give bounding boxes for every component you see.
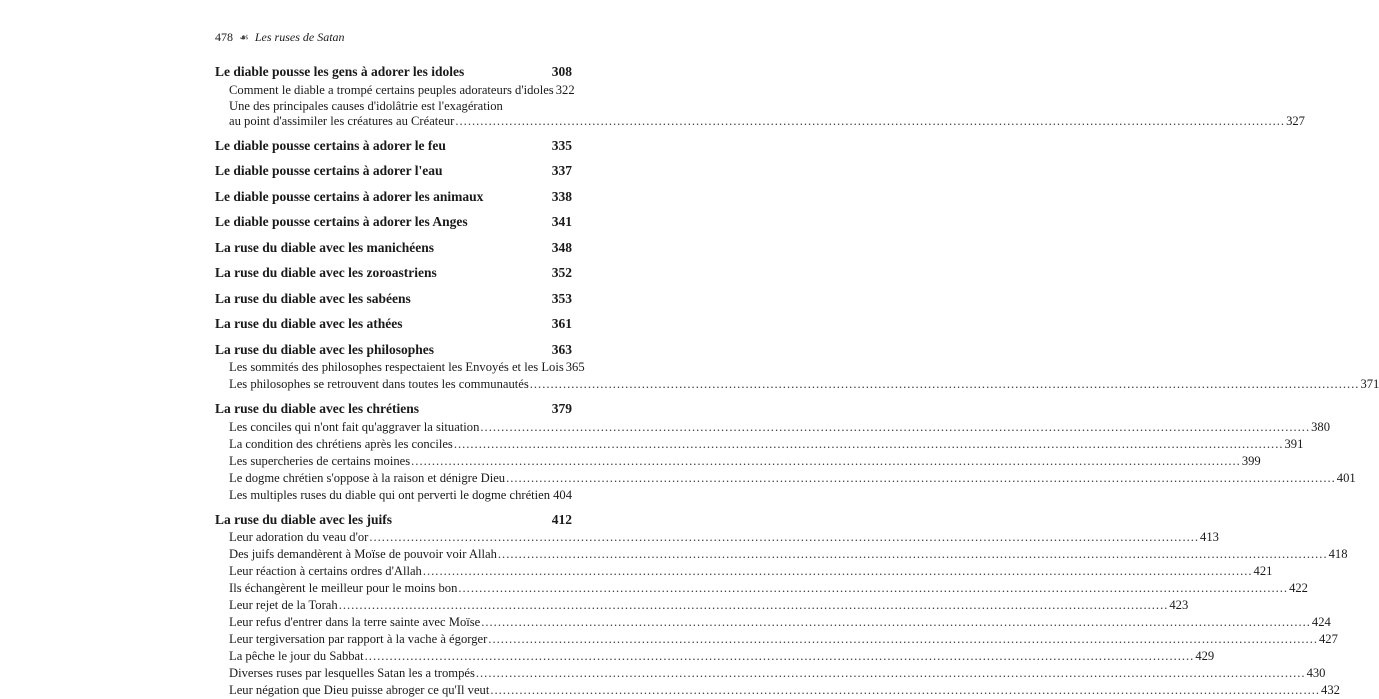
dot-leader: ........................................................................................................................................................................................................: [497, 547, 1328, 561]
chapter-page-number: 363: [551, 340, 572, 360]
subsection-page-number: 429: [1195, 649, 1215, 663]
toc-subsection-entry[interactable]: [215, 359, 585, 376]
toc-subsection-entry[interactable]: [215, 436, 1304, 453]
chapter-page-number: 337: [551, 161, 572, 181]
chapter-page-number: 341: [551, 212, 572, 232]
dot-leader: ........................................................................................................................................................................................................: [488, 632, 1318, 646]
chapter-title: La ruse du diable avec les zoroastriens: [215, 263, 438, 283]
toc-subsection-entry[interactable]: [215, 529, 1219, 546]
toc-subsection-entry[interactable]: [215, 82, 575, 99]
subsection-title: Le dogme chrétien s'oppose à la raison et dénigre Dieu: [229, 470, 506, 485]
toc-chapter-entry[interactable]: [215, 340, 572, 360]
toc-subsection-entry[interactable]: [215, 580, 1308, 597]
toc-chapter-entry[interactable]: [215, 399, 572, 419]
subsection-page-number: 404: [553, 487, 572, 502]
toc-chapter-entry[interactable]: [215, 263, 572, 283]
subsection-title: Leur réaction à certains ordres d'Allah: [229, 564, 422, 578]
chapter-page-number: 335: [551, 136, 572, 156]
subsection-page-number: 391: [1284, 436, 1304, 451]
subsection-title: Ils échangèrent le meilleur pour le moins bon: [229, 581, 458, 595]
chapter-title: La ruse du diable avec les manichéens: [215, 238, 435, 258]
toc-subsection-entry[interactable]: [215, 419, 1330, 436]
subsection-page-number: 430: [1306, 666, 1326, 680]
toc-subsection-entry[interactable]: [215, 376, 1379, 393]
subsection-title: La condition des chrétiens après les conciles: [229, 436, 453, 451]
subsection-page-number: 371: [1360, 377, 1379, 391]
dot-leader: ........................................................................................................................................................................................................: [481, 615, 1311, 629]
chapter-page-number: 308: [551, 62, 572, 82]
chapter-title: La ruse du diable avec les chrétiens: [215, 399, 420, 419]
subsection-title: Leur refus d'entrer dans la terre sainte avec Moïse: [229, 615, 481, 629]
chapter-page-number: 353: [551, 289, 572, 309]
toc-subsection-entry[interactable]: [215, 98, 1305, 130]
subsection-page-number: 380: [1311, 419, 1330, 434]
chapter-title: La ruse du diable avec les philosophes: [215, 340, 435, 360]
dot-leader: ........................................................................................................................................................................................................: [506, 470, 1336, 485]
toc-subsection-entry[interactable]: [215, 546, 1348, 563]
chapter-title: Le diable pousse certains à adorer le feu: [215, 136, 447, 156]
toc-subsection-entry[interactable]: [215, 487, 572, 504]
subsection-title: Des juifs demandèrent à Moïse de pouvoir voir Allah: [229, 547, 497, 561]
toc-subsection-entry[interactable]: [215, 597, 1189, 614]
toc-chapter-entry[interactable]: [215, 314, 572, 334]
subsection-page-number: 427: [1318, 632, 1338, 646]
subsection-page-number: 413: [1200, 530, 1219, 544]
dot-leader: ........................................................................................................................................................................................................: [480, 419, 1311, 434]
subsection-page-number: 399: [1241, 453, 1261, 468]
toc-chapter-entry[interactable]: [215, 238, 572, 258]
chapter-page-number: 361: [551, 314, 572, 334]
subsection-title: Les multiples ruses du diable qui ont perverti le dogme chrétien: [229, 487, 551, 502]
toc-chapter-entry[interactable]: [215, 161, 572, 181]
chapter-page-number: 338: [551, 187, 572, 207]
chapter-title: La ruse du diable avec les juifs: [215, 510, 393, 530]
dot-leader: ........................................................................................................................................................................................................: [369, 530, 1200, 544]
subsection-page-number: 327: [1286, 114, 1305, 128]
running-header: [215, 30, 572, 50]
toc-chapter-entry[interactable]: [215, 136, 572, 156]
subsection-page-number: 421: [1253, 564, 1273, 578]
table-of-contents: [215, 62, 1379, 699]
subsection-page-number: 432: [1321, 683, 1340, 697]
toc-chapter-entry[interactable]: [215, 510, 572, 530]
dot-leader: ........................................................................................................................................................................................................: [364, 649, 1195, 663]
subsection-title: Les conciles qui n'ont fait qu'aggraver la situation: [229, 419, 480, 434]
dot-leader: ........................................................................................................................................................................................................: [455, 114, 1286, 128]
dot-leader: ........................................................................................................................................................................................................: [411, 453, 1241, 468]
subsection-title: Diverses ruses par lesquelles Satan les a trompés: [229, 666, 475, 680]
subsection-title: Les supercheries de certains moines: [229, 453, 411, 468]
toc-subsection-entry[interactable]: [215, 614, 1331, 631]
book-page: [215, 30, 1379, 699]
dot-leader: ........................................................................................................................................................................................................: [338, 598, 1169, 612]
subsection-page-number: 365: [565, 360, 585, 374]
dot-leader: ........................................................................................................................................................................................................: [458, 581, 1289, 595]
chapter-title: La ruse du diable avec les sabéens: [215, 289, 412, 309]
subsection-title: Comment le diable a trompé certains peuples adorateurs d'idoles: [229, 82, 554, 97]
toc-chapter-entry[interactable]: [215, 187, 572, 207]
chapter-title: La ruse du diable avec les athées: [215, 314, 404, 334]
toc-subsection-entry[interactable]: [215, 563, 1273, 580]
dot-leader: ........................................................................................................................................................................................................: [422, 564, 1253, 578]
subsection-page-number: 422: [1289, 581, 1308, 595]
dot-leader: ........................................................................................................................................................................................................: [490, 683, 1321, 697]
subsection-title: Les sommités des philosophes respectaient les Envoyés et les Lois: [229, 360, 564, 374]
toc-subsection-entry[interactable]: [215, 682, 1340, 699]
toc-chapter-entry[interactable]: [215, 212, 572, 232]
subsection-page-number: 401: [1336, 470, 1356, 485]
subsection-title-line2: au point d'assimiler les créatures au Créateur: [229, 114, 455, 128]
chapter-title: Le diable pousse certains à adorer les Anges: [215, 212, 469, 232]
subsection-title: La pêche le jour du Sabbat: [229, 649, 364, 663]
subsection-title: Leur tergiversation par rapport à la vache à égorger: [229, 632, 488, 646]
chapter-page-number: 412: [551, 510, 572, 530]
subsection-title: Les philosophes se retrouvent dans toutes les communautés: [229, 377, 529, 391]
toc-subsection-entry[interactable]: [215, 665, 1326, 682]
subsection-title-line1: Une des principales causes d'idolâtrie est l'exagération: [229, 98, 503, 113]
page-number: 478: [215, 30, 233, 44]
toc-subsection-entry[interactable]: [215, 453, 1261, 470]
toc-subsection-entry[interactable]: [215, 631, 1338, 648]
chapter-page-number: 348: [551, 238, 572, 258]
chapter-page-number: 379: [551, 399, 572, 419]
chapter-title: Le diable pousse certains à adorer les animaux: [215, 187, 484, 207]
toc-chapter-entry[interactable]: [215, 289, 572, 309]
chapter-page-number: 352: [551, 263, 572, 283]
subsection-page-number: 423: [1169, 598, 1189, 612]
dot-leader: ........................................................................................................................................................................................................: [529, 377, 1360, 391]
toc-chapter-entry[interactable]: [215, 62, 572, 82]
subsection-page-number: 424: [1311, 615, 1331, 629]
subsection-title: Leur rejet de la Torah: [229, 598, 338, 612]
subsection-title: Leur négation que Dieu puisse abroger ce qu'Il veut: [229, 683, 490, 697]
subsection-title: Leur adoration du veau d'or: [229, 530, 369, 544]
subsection-page-number: 418: [1328, 547, 1348, 561]
dot-leader: ........................................................................................................................................................................................................: [453, 436, 1284, 451]
subsection-title-line2-row: [229, 114, 1305, 130]
ornament-icon: ☙: [239, 32, 249, 44]
running-title: Les ruses de Satan: [254, 30, 345, 44]
dot-leader: ........................................................................................................................................................................................................: [475, 666, 1306, 680]
toc-subsection-entry[interactable]: [215, 648, 1215, 665]
chapter-title: Le diable pousse les gens à adorer les idoles: [215, 62, 465, 82]
chapter-title: Le diable pousse certains à adorer l'eau: [215, 161, 444, 181]
toc-subsection-entry[interactable]: [215, 470, 1356, 487]
subsection-page-number: 322: [555, 82, 575, 97]
